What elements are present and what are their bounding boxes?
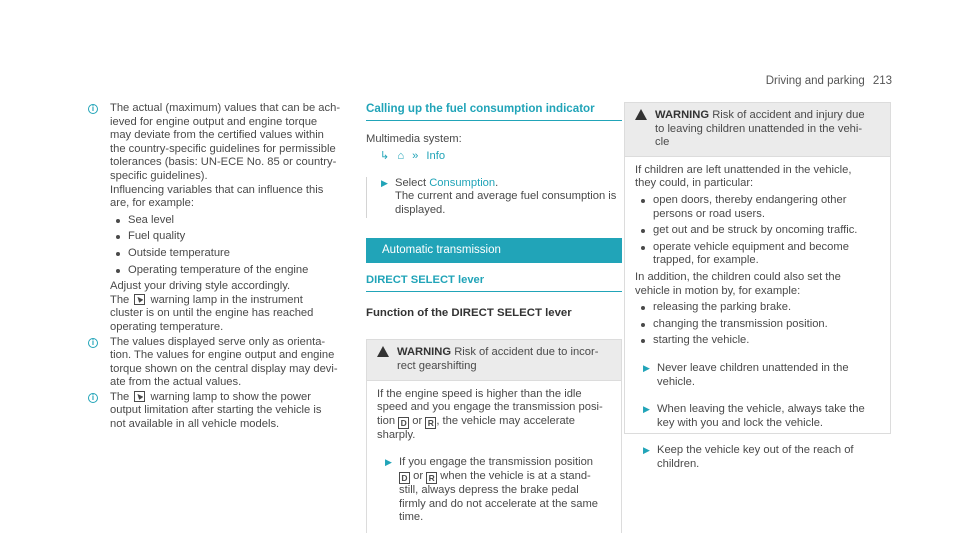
list-item: releasing the parking brake.: [635, 301, 880, 315]
gear-r-icon: R: [425, 417, 436, 429]
column-left: [88, 102, 352, 433]
warning-line: If children are left unattended in the vehicle,: [635, 163, 852, 176]
note-line: are, for example:: [110, 197, 194, 210]
play-arrow-icon: ▶: [643, 445, 650, 456]
tip-line: Never leave children unattended in the: [657, 361, 849, 374]
play-arrow-icon: ▶: [643, 362, 650, 373]
play-arrow-icon: ▶: [381, 177, 388, 188]
note-line: the country-specific guidelines for permissible: [110, 142, 336, 155]
list-item: get out and be struck by oncoming traffic.: [635, 224, 880, 238]
tip-line: still, always depress the brake pedal: [399, 483, 579, 496]
warning-lamp-icon: [134, 294, 145, 305]
warning-line: [377, 415, 611, 429]
gear-d-icon: D: [399, 472, 410, 484]
text-fragment: The: [110, 293, 130, 306]
text-fragment: Select: [395, 176, 427, 189]
note-line: tolerances (basis: UN-ECE No. 85 or country-: [110, 156, 337, 169]
text-fragment: Risk of accident and injury due: [712, 109, 865, 121]
note-line: specific guidelines).: [110, 169, 208, 182]
warning-header: [625, 103, 890, 157]
info-icon: i: [88, 104, 98, 114]
text-fragment: when the vehicle is at a stand-: [440, 469, 591, 482]
tip-gear-engage: [377, 456, 611, 524]
path-arrow-icon: ↳: [380, 150, 390, 163]
risk-list: [635, 194, 880, 268]
column-right: [624, 102, 891, 470]
warning-label: WARNING: [655, 109, 710, 121]
gear-r-icon: R: [426, 472, 437, 484]
note-line: [110, 294, 352, 308]
list-item: Operating temperature of the engine: [110, 264, 352, 278]
page-number: 213: [872, 75, 892, 87]
note-line: ate from the actual values.: [110, 376, 242, 389]
warning-line: vehicle in motion by, for example:: [635, 284, 801, 297]
tip-line: Keep the vehicle key out of the reach of: [657, 444, 854, 457]
warning-line: they could, in particular:: [635, 177, 754, 190]
tip-lock-vehicle: [635, 403, 880, 430]
text-fragment: open doors, thereby endangering other: [653, 193, 847, 206]
text-fragment: trapped, for example.: [653, 254, 759, 267]
warning-triangle-icon: [377, 346, 389, 357]
warning-header: [367, 340, 621, 380]
note-line: may deviate from the certified values within: [110, 129, 324, 142]
list-item: [635, 241, 880, 268]
note-output-values: [88, 102, 352, 335]
factor-list: [110, 214, 352, 277]
warning-body: [625, 157, 890, 480]
tip-line: children.: [657, 457, 700, 470]
warning-lamp-icon: [134, 391, 145, 402]
automatic-transmission-banner: Automatic transmission: [366, 238, 622, 264]
tip-line: firmly and do not accelerate at the same: [399, 497, 598, 510]
note-display-values: [88, 336, 352, 390]
step-line: [395, 177, 616, 191]
warning-line: cle: [655, 136, 670, 149]
tip-line: vehicle.: [657, 375, 695, 388]
fuel-consumption-heading: Calling up the fuel consumption indicator: [366, 102, 622, 121]
page-header: [766, 75, 892, 89]
text-fragment: Risk of accident due to incor-: [454, 346, 599, 359]
text-fragment: persons or road users.: [653, 207, 765, 220]
list-item: changing the transmission position.: [635, 318, 880, 332]
play-arrow-icon: ▶: [385, 457, 392, 468]
consumption-link[interactable]: Consumption: [429, 176, 496, 189]
text-fragment: tion: [377, 414, 396, 427]
tip-line: key with you and lock the vehicle.: [657, 416, 824, 429]
text-fragment: operate vehicle equipment and become: [653, 240, 849, 253]
warning-label: WARNING: [397, 346, 452, 359]
tip-line: time.: [399, 511, 424, 524]
gear-d-icon: D: [398, 417, 409, 429]
text-fragment: warning lamp to show the power: [150, 390, 311, 403]
warning-box-gearshift: [366, 339, 622, 533]
warning-body: [367, 381, 621, 533]
tip-never-leave: [635, 362, 880, 389]
warning-line: sharply.: [377, 428, 416, 441]
warning-triangle-icon: [635, 109, 647, 120]
step-line: displayed.: [395, 203, 446, 216]
note-line: ieved for engine output and engine torque: [110, 115, 318, 128]
warning-box-children: [624, 102, 891, 470]
info-icon: i: [88, 393, 98, 403]
warning-line: If the engine speed is higher than the idle: [377, 387, 582, 400]
warning-line: In addition, the children could also set the: [635, 270, 841, 283]
tip-line: [399, 470, 598, 484]
list-item: Outside temperature: [110, 247, 352, 261]
text-fragment: or: [412, 414, 423, 427]
note-line: Influencing variables that can influence this: [110, 183, 324, 196]
system-label: Multimedia system:: [366, 132, 462, 145]
tip-key-out-of-reach: [635, 444, 880, 471]
list-item: Fuel quality: [110, 230, 352, 244]
function-heading: Function of the DIRECT SELECT lever: [366, 306, 572, 319]
section-name: Driving and parking: [765, 75, 865, 87]
path-info: Info: [426, 150, 446, 163]
home-icon: ⌂: [397, 150, 405, 163]
chevron-right-icon: »: [412, 150, 419, 163]
column-middle: [366, 102, 622, 533]
note-line: cluster is on until the engine has reached: [110, 307, 314, 320]
note-line: [110, 391, 352, 405]
note-line: operating temperature.: [110, 320, 224, 333]
menu-path: [380, 150, 622, 164]
note-line: The values displayed serve only as orienta-: [110, 335, 326, 348]
note-line: output limitation after starting the vehicle is: [110, 404, 322, 417]
tip-line: When leaving the vehicle, always take the: [657, 403, 865, 416]
play-arrow-icon: ▶: [643, 404, 650, 415]
text-fragment: .: [495, 176, 499, 189]
warning-line: speed and you engage the transmission posi-: [377, 401, 603, 414]
note-line: not available in all vehicle models.: [110, 418, 280, 431]
warning-line: rect gearshifting: [397, 359, 477, 372]
warning-line: [655, 109, 865, 123]
text-fragment: The: [110, 390, 130, 403]
info-icon: i: [88, 338, 98, 348]
warning-line: to leaving children unattended in the vehi-: [655, 122, 863, 135]
list-item: Sea level: [110, 214, 352, 228]
note-line: torque shown on the central display may devi-: [110, 362, 338, 375]
note-power-limitation: [88, 391, 352, 432]
note-line: The actual (maximum) values that can be ach-: [110, 102, 341, 114]
step-line: The current and average fuel consumption is: [395, 190, 617, 203]
direct-select-heading: DIRECT SELECT lever: [366, 274, 622, 292]
warning-line: [397, 346, 598, 360]
step-select-consumption: [366, 177, 622, 218]
tip-line: If you engage the transmission position: [399, 456, 594, 469]
note-line: tion. The values for engine output and engine: [110, 349, 335, 362]
text-fragment: warning lamp in the instrument: [150, 293, 303, 306]
action-list: [635, 301, 880, 348]
note-line: Adjust your driving style accordingly.: [110, 280, 291, 293]
list-item: starting the vehicle.: [635, 334, 880, 348]
text-fragment: or: [413, 469, 424, 482]
list-item: [635, 194, 880, 221]
text-fragment: , the vehicle may accelerate: [436, 414, 575, 427]
